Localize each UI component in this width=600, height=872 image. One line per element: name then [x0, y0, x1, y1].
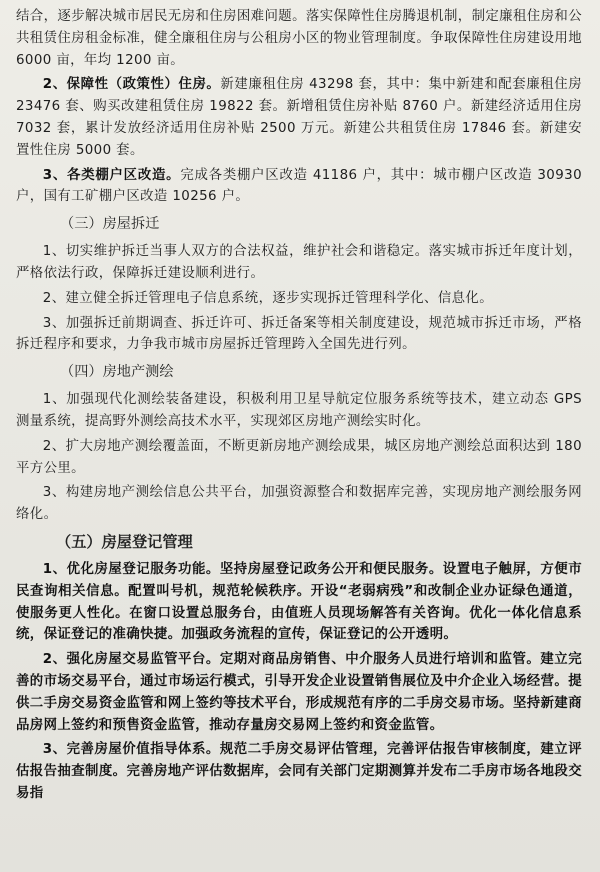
section-5-item-3	[16, 739, 582, 804]
section-4-item-2: 2、扩大房地产测绘覆盖面，不断更新房地产测绘成果，城区房地产测绘总面积达到 180 平方公里。	[16, 438, 582, 476]
housing-item-2-lead: 2、保障性（政策性）住房。	[42, 77, 221, 93]
housing-item-2-text: 新建廉租住房 43298 套，其中：集中新建和配套廉租住房 23476 套、购买改建租赁住房 19822 套。新增租赁住房补贴 8760 户。新建经济适用住房 7032 套，累计发放经济适用住房补贴 2500 万元。新建公共租赁住房 17846 套。新建安置性住房 5000 套。	[16, 77, 582, 158]
section-3-item-1: 1、切实维护拆迁当事人双方的合法权益，维护社会和谐稳定。落实城市拆迁年度计划，严格依法行政，保障拆迁建设顺利进行。	[16, 244, 582, 281]
section-4-item-3: 3、构建房地产测绘信息公共平台，加强资源整合和数据库完善，实现房地产测绘服务网络化。	[16, 485, 582, 523]
section-4-heading: （四）房地产测绘	[60, 364, 174, 381]
section-5-item-2-text: 定期对商品房销售、中介服务人员进行培训和监管。建立完善的市场交易平台，通过市场运行模式，引导开发企业设置销售展位及中介企业入场经营。提供二手房交易资金监管和网上签约等技术平台，形成规范有序的二手房交易市场。坚持新建商品房网上签约和预售资金监管，推动存量房交易网上签约和资金监管。	[16, 652, 582, 733]
section-5-item-1	[16, 559, 582, 646]
section-5-item-1-text: 坚持房屋登记政务公开和便民服务。设置电子触屏，方便市民查询相关信息。配置叫号机，规范轮候秩序。开设“老弱病残”和改制企业办证绿色通道，使服务更人性化。在窗口设置总服务台，由值班人员现场解答有关咨询。优化一体化信息系统，保证登记的准确快捷。加强政务流程的宣传，保证登记的公开透明。	[16, 561, 582, 643]
section-3-item-2: 2、建立健全拆迁管理电子信息系统，逐步实现拆迁管理科学化、信息化。	[42, 290, 494, 306]
section-5-item-1-lead: 1、优化房屋登记服务功能。	[42, 561, 220, 577]
section-5-item-2	[16, 649, 582, 736]
intro-continuation: 结合，逐步解决城市居民无房和住房困难问题。落实保障性住房腾退机制，制定廉租住房和公共租赁住房租金标准，健全廉租住房与公租房小区的物业管理制度。争取保障性住房建设用地 6000 亩，年均 1200 亩。	[16, 9, 582, 68]
section-4-item-1: 1、加强现代化测绘装备建设，积极利用卫星导航定位服务系统等技术，建立动态 GPS 测量系统，提高野外测绘高技术水平，实现郊区房地产测绘实时化。	[16, 392, 582, 429]
section-3-heading: （三）房屋拆迁	[60, 216, 160, 233]
housing-item-3-text: 完成各类棚户区改造 41186 户，其中：城市棚户区改造 30930 户，国有工矿棚户区改造 10256 户。	[16, 167, 582, 205]
housing-item-2	[16, 74, 582, 161]
housing-item-3-lead: 3、各类棚户区改造。	[42, 167, 181, 183]
section-3-item-3: 3、加强拆迁前期调查、拆迁许可、拆迁备案等相关制度建设，规范城市拆迁市场，严格拆迁程序和要求，力争我市城市房屋拆迁管理跨入全国先进行列。	[16, 315, 582, 353]
section-5-heading: （五）房屋登记管理	[56, 532, 193, 551]
housing-item-3	[16, 165, 582, 209]
section-5-item-3-lead: 3、完善房屋价值指导体系。	[42, 742, 220, 758]
section-5-item-2-lead: 2、强化房屋交易监管平台。	[42, 652, 220, 668]
section-5-item-3-text: 规范二手房交易评估管理，完善评估报告审核制度，建立评估报告抽查制度。完善房地产评估数据库，会同有关部门定期测算并发布二手房市场各地段交易指	[16, 742, 582, 801]
